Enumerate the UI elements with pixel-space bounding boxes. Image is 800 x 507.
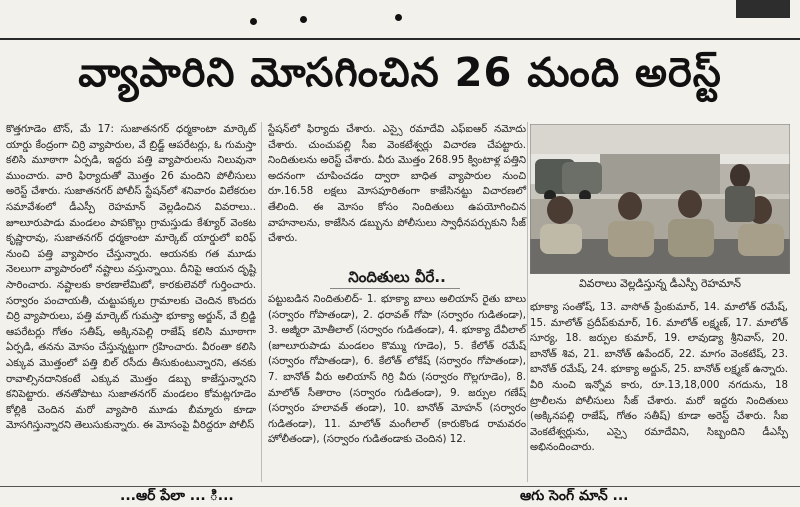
bullet-dot	[300, 16, 307, 23]
accused-list	[268, 292, 526, 448]
column-divider	[261, 122, 262, 482]
next-article-headline-right: ఆగు సెంగ్ మాన్ ...	[520, 488, 629, 504]
next-article-headline-left: ...ఆర్ పేలా ... ి...	[120, 488, 234, 504]
bullet-dot	[250, 18, 257, 25]
body-text: భూక్యా సంతోష్, 13. వాసోత్ ప్రేంకుమార్, 14. మాలోత్ రమేష్, 15. మాలోత్ ప్రదీప్‌కుమార్, 16. మాలోత్ లక్ష్మణ్, 17. మాలోత్ సూర్య, 18. జర్పుల కుమార్, 19. లావుడ్యా శ్రీనివాస్, 20. బానోత్ శివ, 21. బానోత్ ఉపేందర్, 22. మాగం వెంకటేష్, 23. బానోత్ రమేష్, 24. భూక్యా అర్జున్, 25. బానోత్ లక్ష్మణ్ ఉన్నారు. వీరి నుంచి ఇన్నోవ కారు, రూ.13,18,000 నగదును, 18 ట్రాలీలను పోలీసులు సీజ్ చేశారు. మరో ఇద్దరు నిందితులు (అక్కినపల్లి రాజేష్, గోతం సతీష్) కూడా అరెస్ట్ చేశారు. సీఐ వెంకటేశ్వర్లును, ఎస్సై రమాదేవిని, సిబ్బందిని డీఎస్పీ అభినందించారు.	[530, 302, 788, 454]
body-column-3	[530, 300, 788, 456]
corner-block	[736, 0, 790, 18]
body-text: కొత్తగూడెం టౌన్, మే 17: సుజాతనగర్ ధర్మకాంటా మార్కెట్ యార్డు కేంద్రంగా చిర్రి వ్యాపారుల, వే బ్రిడ్జ్ ఆపరేటర్లు, ఓ గుమస్తా కలిసి మూఠాగా ఏర్పడి, ఇద్దరు పత్తి వ్యాపారులను నిలువునా ముంచారు. వారి ఫిర్యాదుతో మొత్తం 26 మందిని పోలీసులు అరెస్ట్ చేశారు. సుజాతనగర్ పోలీస్ స్టేషన్‌లో శనివారం విలేకరుల సమావేశంలో డీఎస్పీ రెహమాన్ వెల్లడించిన వివరాలు.. జూలూరుపాడు మండలం పాపకొల్లు గ్రామస్తుడు కేశ్యూర్ వెంకట కృష్ణారావు, సుజాతనగర్ ధర్మకాంటా మార్కెట్ యార్డులో ఐరిఫ్ నుంచి పత్తి వ్యాపారం చేస్తున్నారు. ఆయనకు గత మూడు నెలలుగా వ్యాపారంలో నష్టాలు వస్తున్నాయి. దీనిపై ఆయన దృష్టి సారించారు. నష్టాలకు కారణాలేమిటో, కారకులెవరో గుర్తించారు. సర్వారం పంచాయతీ, చుట్టుపక్కల గ్రామాలకు చెందిన కొందరు చిర్రి వ్యాపారులు, పత్తి మార్కెట్ గుమస్తా భూక్యా అర్జున్, వే బ్రిడ్జి ఆపరేటర్లు గోతం సతీష్, అక్కినపెల్లి రాజేష్ కలిసి మూఠాగా ఏర్పడి, తనను మోసం చేస్తున్నట్టుగా గ్రహించారు. వీరంతా కలిసి ఎక్కువ మొత్తంలో పత్తి బిల్ రసీదు తీసుకుంటున్నారని, తనకు రావాల్సినదానికంటే ఎక్కువ మొత్తం డబ్బు కాజేస్తున్నారని కనిపెట్టారు. తనతోపాటు సుజాతనగర్ మండలం కోమట్లగూడెం కోల్లికి చెందిన మరో వ్యాపారి మూడు బీమ్మారు కూడా మోసగిస్తున్నారని తెలుసుకున్నారు. ఈ మోసంపై వీరిద్దరూ పోలీస్	[6, 124, 256, 432]
body-text: స్టేషన్‌లో ఫిర్యాదు చేశారు. ఎస్సై రమాదేవి ఎఫ్ఐఆర్ నమోదు చేశారు. చుంచుపల్లి సీఐ వెంకటేశ్వర్లు విచారణ చేపట్టారు. నిందితులను అరెస్ట్ చేశారు. వీరు మొత్తం 268.95 క్వింటాళ్ల పత్తిని అదనంగా చూపించడం ద్వారా బాధిత వ్యాపారుల నుంచి రూ.16.58 లక్షలు మోసపూరితంగా కాజేసినట్టు విచారణలో తేలింది. ఈ మోసం కోసం నిందితులు ఉపయోగించిన వాహనాలను, కాజేసిన డబ్బును పోలీసులు స్వాధీనపర్చుకుని సీజ్ చేశారు.	[268, 124, 526, 245]
previous-article-strip	[0, 0, 800, 40]
bottom-rule	[0, 486, 800, 487]
accused-subheading: నిందితులు వీరే..	[348, 268, 446, 286]
bullet-dot	[395, 14, 402, 21]
body-text: పట్టుబడిన నిందితులిద్- 1. భూక్యా బాలు అలియాస్ రైతు బాలు (సర్వారం గోపాతండా), 2. ధరావత్ గోపా (సర్వారం గుడితండా), 3. అజ్మీరా మోతీలాల్ (సర్వారం గుడితండా), 4. భూక్యా దేవీలాల్ (జూలూరుపాడు మండలం కొమ్ము గూడెం), 5. కేలోత్ రమేష్ (సర్వారం గోపాతండా), 6. కేలోత్ లోకేష్ (సర్వారం గోపాతండా), 7. బానోత్ వీరు అలియాస్ గిర్రి వీరు (సర్వారం గొల్లగూడెం), 8. మాలోత్ సీతారాం (సర్వారం గుడితండా), 9. జర్పుల గణేష్ (సర్వారం హలావత్ తండా), 10. బానోత్ మోహన్ (సర్వారం గుడితండా), 11. మాలోత్ మంగీలాల్ (కారుకొండ రామవరం హోలీతండా), (సర్వారం గుడితండాకు చెందిన) 12.	[268, 294, 526, 446]
top-rule	[0, 38, 800, 40]
photo-illustration	[530, 124, 790, 274]
press-meet-photo	[530, 124, 790, 274]
subheading-underline	[330, 288, 460, 289]
column-divider	[527, 122, 528, 482]
body-column-1	[6, 122, 256, 434]
article-headline: వ్యాపారిని మోసగించిన 26 మంది అరెస్ట్	[78, 50, 722, 96]
photo-caption: వివరాలు వెల్లడిస్తున్న డీఎస్పీ రెహమాన్	[578, 277, 742, 290]
body-column-2	[268, 122, 526, 262]
